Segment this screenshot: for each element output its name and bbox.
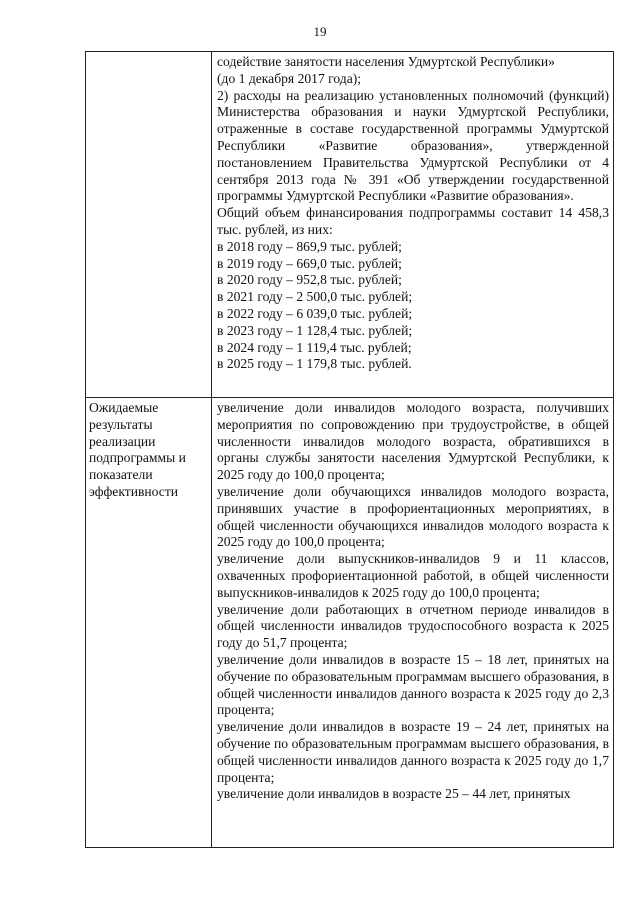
intro-line: содействие занятости населения Удмуртской Республики» (217, 54, 555, 69)
list-item: в 2023 году – 1 128,4 тыс. рублей; (217, 322, 413, 338)
list-item: в 2024 году – 1 119,4 тыс. рублей; (217, 339, 412, 355)
row-label-cell (86, 52, 212, 398)
program-passport-table (85, 51, 614, 848)
result-item: увеличение доли инвалидов в возрасте 15 – 18 лет, принятых на обучение по образовательным программам высшего образования, в общей численности инвалидов данного возраста к 2025 году до 2,3 процента; (217, 651, 609, 718)
result-item: увеличение доли инвалидов в возрасте 25 – 44 лет, принятых (217, 786, 571, 802)
result-item: увеличение доли обучающихся инвалидов молодого возраста, принявших участие в профориентационных мероприятиях, в общей численности обучающихся инвалидов молодого возраста к 2025 году до 100,0 процента; (217, 483, 609, 550)
result-item: увеличение доли выпускников-инвалидов 9 и 11 классов, охваченных профориентационной работой, в общей численности выпускников-инвалидов к 2025 году до 100,0 процента; (217, 551, 609, 600)
result-item: увеличение доли инвалидов молодого возраста, получивших мероприятия по сопровождению при трудоустройстве, в общей численности инвалидов молодого возраста, обратившихся в органы службы занятости населения Удмуртской Республики, к 2025 году до 100,0 процента; (217, 400, 609, 483)
total-financing-paragraph: Общий объем финансирования подпрограммы составит 14 458,3 тыс. рублей, из них: (217, 205, 609, 237)
table-row-results (86, 398, 614, 848)
list-item: в 2025 году – 1 179,8 тыс. рублей. (217, 356, 412, 372)
list-item: в 2019 году – 669,0 тыс. рублей; (217, 255, 402, 271)
result-item: увеличение доли инвалидов в возрасте 19 – 24 лет, принятых на обучение по образовательным программам высшего образования, в общей численности инвалидов данного возраста к 2025 году до 1,7 процента; (217, 719, 609, 785)
item-2-paragraph: 2) расходы на реализацию установленных полномочий (функций) Министерства образования и науки Удмуртской Республики, отраженные в составе государственной программы Удмуртской Республики «Развитие образования», утвержденной постановлением Правительства Удмуртской Республики от 4 сентября 2013 года № 391 «Об утверждении государственной программы Удмуртской Республики «Развитие образования». (217, 87, 609, 204)
row-label: Ожидаемые результаты реализации подпрограммы и показатели эффективности (89, 400, 186, 499)
table-row-financing (86, 52, 614, 398)
page-number: 19 (313, 24, 327, 39)
list-item: в 2022 году – 6 039,0 тыс. рублей; (217, 305, 413, 321)
list-item: в 2018 году – 869,9 тыс. рублей; (217, 238, 402, 254)
results-cell (212, 398, 614, 848)
list-item: в 2020 году – 952,8 тыс. рублей; (217, 272, 402, 288)
list-item: в 2021 году – 2 500,0 тыс. рублей; (217, 289, 413, 305)
result-item: увеличение доли работающих в отчетном периоде инвалидов в общей численности инвалидов трудоспособного возраста к 2025 году до 51,7 процента; (217, 601, 609, 651)
yearly-financing-list (217, 239, 609, 373)
row-label-cell (86, 398, 212, 848)
financing-cell (212, 52, 614, 398)
intro-line: (до 1 декабря 2017 года); (217, 70, 362, 86)
